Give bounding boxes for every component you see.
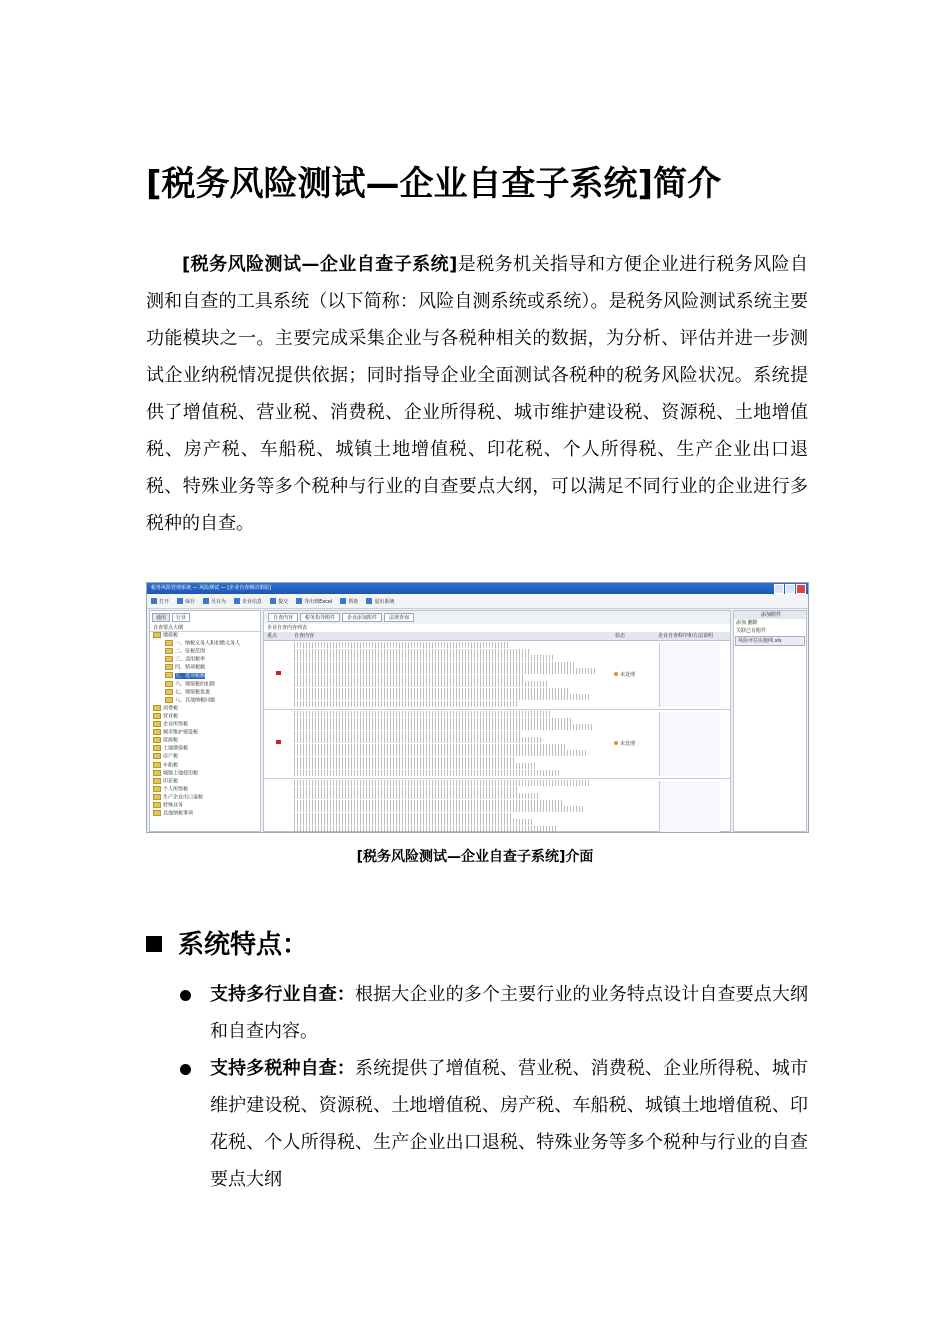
tree-item-label: 土地增值税 bbox=[163, 745, 189, 752]
folder-icon bbox=[165, 640, 173, 646]
tree-item[interactable] bbox=[153, 689, 260, 697]
tree-item-label: 城镇土地使用税 bbox=[163, 770, 199, 777]
tree-item-label: 车船税 bbox=[163, 762, 179, 768]
tree-item-label: 特殊业务 bbox=[163, 802, 184, 809]
window-title: 税务风险管理系统 — 风险测试 — [企业自查纲决策版] bbox=[151, 585, 272, 591]
tree-item[interactable] bbox=[153, 632, 260, 640]
tree-item[interactable] bbox=[153, 770, 260, 778]
toolbar-button[interactable] bbox=[270, 598, 288, 605]
folder-icon bbox=[153, 794, 161, 800]
folder-icon bbox=[153, 753, 161, 759]
row-status bbox=[614, 671, 635, 678]
tree-item[interactable] bbox=[153, 697, 260, 705]
folder-icon bbox=[153, 745, 161, 751]
row-content bbox=[294, 642, 602, 707]
close-icon[interactable] bbox=[796, 584, 806, 594]
content-panel bbox=[263, 610, 731, 832]
tree-item[interactable] bbox=[153, 745, 260, 753]
status-dot-icon bbox=[614, 672, 618, 676]
tree-item[interactable] bbox=[153, 713, 260, 721]
folder-icon bbox=[165, 656, 173, 662]
tree-item-label: 一、纳税义务人和扣缴义务人 bbox=[175, 640, 241, 647]
tree-item-label: 房产税 bbox=[163, 753, 179, 760]
tree-item[interactable] bbox=[153, 737, 260, 745]
app-body bbox=[147, 610, 808, 832]
attachment-file[interactable]: 风险评估实施网.xls bbox=[735, 636, 805, 646]
toolbar-button-label: 企业信息 bbox=[242, 598, 263, 605]
content-tab[interactable]: 自查内容 bbox=[268, 613, 298, 622]
folder-icon bbox=[153, 770, 161, 776]
folder-icon bbox=[153, 721, 161, 727]
feature-text: 系统提供了增值税、营业税、消费税、企业所得税、城市维护建设税、资源税、土地增值税、房产税、车船税、城镇土地增值税、印花税、个人所得税、生产企业出口退税、特殊业务等多个税种与行业的自查要点大纲 bbox=[210, 1058, 808, 1190]
tree-item-label: 营业税 bbox=[163, 713, 179, 720]
attachment-panel bbox=[733, 610, 807, 832]
grid-caption: 企业自查内容列表 bbox=[267, 625, 308, 631]
window-titlebar bbox=[147, 583, 808, 594]
folder-icon bbox=[153, 786, 161, 792]
tree-item[interactable] bbox=[153, 753, 260, 761]
table-row[interactable] bbox=[264, 779, 730, 833]
grid-col-method: 企业自查程序和方法说明 bbox=[658, 633, 714, 639]
tree-item-label: 四、销项税额 bbox=[175, 664, 206, 671]
tree-item[interactable] bbox=[153, 656, 260, 664]
tree-item-label: 城市维护建设税 bbox=[163, 729, 199, 736]
table-row[interactable] bbox=[264, 710, 730, 779]
tree-item-label: 印花税 bbox=[163, 778, 179, 785]
folder-icon bbox=[153, 729, 161, 735]
tree-item-label: 资源税 bbox=[163, 737, 179, 744]
folder-icon bbox=[153, 802, 161, 808]
table-row[interactable] bbox=[264, 641, 730, 710]
tree-item-label: 二、征税范围 bbox=[175, 648, 206, 655]
content-tabs bbox=[264, 611, 730, 624]
tree-header: 自查要点大纲 bbox=[150, 624, 260, 632]
tree-item[interactable] bbox=[153, 729, 260, 737]
tree-item[interactable] bbox=[153, 794, 260, 802]
tree-item-label: 三、适用税率 bbox=[175, 656, 206, 663]
outline-tab[interactable]: 通用 bbox=[152, 613, 170, 622]
tree-item[interactable] bbox=[153, 664, 260, 672]
tree-item[interactable] bbox=[153, 705, 260, 713]
feature-key: 支持多税种自查： bbox=[210, 1058, 355, 1079]
toolbar-button-label: 保存 bbox=[185, 598, 196, 605]
toolbar-icon bbox=[177, 598, 183, 604]
bullet-icon bbox=[180, 990, 191, 1001]
tree-item-label: 企业所得税 bbox=[163, 721, 189, 728]
status-dot-icon bbox=[614, 741, 618, 745]
row-method-field[interactable] bbox=[659, 643, 720, 707]
row-content bbox=[294, 711, 602, 776]
tree-item-label: 其他纳税事项 bbox=[163, 810, 194, 817]
tree-item[interactable] bbox=[153, 802, 260, 810]
grid-col-status: 状态 bbox=[615, 633, 626, 639]
flag-icon bbox=[276, 671, 281, 675]
toolbar-button[interactable] bbox=[177, 598, 195, 605]
feature-key: 支持多行业自查： bbox=[210, 984, 355, 1005]
content-tab[interactable]: 税务指导附件 bbox=[300, 613, 340, 622]
link-attachment-button[interactable]: 关联已有附件 bbox=[736, 628, 767, 634]
tree-item[interactable] bbox=[153, 648, 260, 656]
row-method-field[interactable] bbox=[659, 781, 720, 833]
row-status-label: 未处理 bbox=[620, 741, 636, 747]
folder-icon bbox=[165, 664, 173, 670]
tree-item[interactable] bbox=[153, 786, 260, 794]
row-status bbox=[614, 740, 635, 747]
toolbar-button[interactable] bbox=[296, 598, 332, 605]
toolbar-button[interactable] bbox=[151, 598, 169, 605]
toolbar-button[interactable] bbox=[203, 598, 226, 605]
tree-item[interactable] bbox=[153, 810, 260, 818]
toolbar-icon bbox=[234, 598, 240, 604]
folder-icon bbox=[153, 632, 161, 638]
tree-item-label: 个人所得税 bbox=[163, 786, 189, 793]
toolbar bbox=[147, 594, 808, 609]
feature-item bbox=[180, 976, 808, 1050]
toolbar-button-label: 提交 bbox=[278, 598, 289, 605]
folder-icon bbox=[165, 672, 173, 678]
toolbar-icon bbox=[340, 598, 346, 604]
window-controls bbox=[774, 584, 806, 594]
folder-icon bbox=[165, 689, 173, 695]
folder-icon bbox=[153, 810, 161, 816]
outline-tabs bbox=[150, 611, 260, 624]
tree-item[interactable] bbox=[153, 681, 260, 689]
screenshot-caption: [税务风险测试—企业自查子系统]介面 bbox=[356, 849, 594, 865]
grid-rows bbox=[264, 641, 730, 833]
tree-item-label: 增值税 bbox=[163, 632, 179, 639]
toolbar-button[interactable] bbox=[340, 598, 358, 605]
toolbar-icon bbox=[366, 598, 372, 604]
tree-item-label: 七、增值税优惠 bbox=[175, 689, 211, 696]
tree-item-label: 五、进项税额 bbox=[175, 672, 206, 679]
maximize-icon[interactable] bbox=[785, 584, 795, 594]
toolbar-icon bbox=[151, 598, 157, 604]
square-bullet-icon bbox=[146, 936, 162, 952]
page-title: [税务风险测试—企业自查子系统]简介 bbox=[146, 164, 722, 204]
folder-icon bbox=[153, 713, 161, 719]
intro-paragraph bbox=[146, 246, 808, 542]
folder-icon bbox=[165, 697, 173, 703]
folder-icon bbox=[153, 705, 161, 711]
section-heading bbox=[146, 924, 308, 961]
feature-list bbox=[180, 976, 808, 1198]
intro-lead: [税务风险测试—企业自查子系统] bbox=[182, 254, 458, 275]
toolbar-icon bbox=[296, 598, 302, 604]
grid-col-content: 自查内容 bbox=[294, 633, 315, 639]
tree-item-label: 六、增值税的扣除 bbox=[175, 681, 216, 688]
tree-item-label: 生产企业出口退税 bbox=[163, 794, 204, 801]
tree-item[interactable] bbox=[153, 640, 260, 648]
add-attachment-button[interactable]: 添加 bbox=[736, 620, 747, 626]
feature-item bbox=[180, 1050, 808, 1198]
tree-item-label: 八、其他纳税问题 bbox=[175, 697, 216, 704]
toolbar-icon bbox=[270, 598, 276, 604]
feature-text: 根据大企业的多个主要行业的业务特点设计自查要点大纲和自查内容。 bbox=[210, 984, 808, 1042]
flag-icon bbox=[276, 740, 281, 744]
row-content bbox=[294, 780, 602, 833]
toolbar-button-label: 另存为 bbox=[211, 598, 227, 605]
outline-tab[interactable]: 行业 bbox=[172, 613, 190, 622]
folder-icon bbox=[153, 737, 161, 743]
section-title: 系统特点： bbox=[178, 930, 309, 960]
toolbar-button-label: 退出系统 bbox=[374, 598, 395, 605]
outline-panel bbox=[149, 610, 261, 832]
tree-item[interactable] bbox=[153, 721, 260, 729]
grid-col-key: 重点 bbox=[267, 633, 278, 639]
delete-attachment-button[interactable]: 删除 bbox=[747, 620, 758, 626]
tree-item[interactable] bbox=[153, 778, 260, 786]
attachment-actions bbox=[734, 619, 806, 627]
outline-tree bbox=[150, 632, 260, 818]
content-tab[interactable]: 企业添加附件 bbox=[342, 613, 382, 622]
folder-icon bbox=[165, 681, 173, 687]
tree-item[interactable] bbox=[153, 762, 260, 770]
tree-item[interactable] bbox=[153, 672, 260, 680]
content-tab[interactable]: 法规查询 bbox=[384, 613, 414, 622]
toolbar-button-label: 导出到Excel bbox=[304, 598, 333, 605]
toolbar-button-label: 帮助 bbox=[348, 598, 359, 605]
toolbar-button[interactable] bbox=[234, 598, 262, 605]
row-status-label: 未处理 bbox=[620, 672, 636, 678]
toolbar-button-label: 打开 bbox=[159, 598, 170, 605]
grid-header bbox=[264, 632, 730, 641]
folder-icon bbox=[153, 778, 161, 784]
bullet-icon bbox=[180, 1064, 191, 1075]
toolbar-button[interactable] bbox=[366, 598, 394, 605]
folder-icon bbox=[153, 762, 161, 768]
row-method-field[interactable] bbox=[659, 712, 720, 776]
tree-item-label: 消费税 bbox=[163, 705, 179, 712]
folder-icon bbox=[165, 648, 173, 654]
minimize-icon[interactable] bbox=[774, 584, 784, 594]
attachments-header: 添加附件 bbox=[734, 611, 806, 619]
intro-body: 是税务机关指导和方便企业进行税务风险自测和自查的工具系统（以下简称：风险自测系统或系统）。是税务风险测试系统主要功能模块之一。主要完成采集企业与各税种相关的数据，为分析、评估并进一步测试企业纳税情况提供依据；同时指导企业全面测试各税种的税务风险状况。系统提供了增值税、营业税、消费税、企业所得税、城市维护建设税、资源税、土地增值税、房产税、车船税、城镇土地增值税、印花税、个人所得税、生产企业出口退税、特殊业务等多个税种与行业的自查要点大纲，可以满足不同行业的企业进行多税种的自查。 bbox=[146, 254, 808, 534]
toolbar-icon bbox=[203, 598, 209, 604]
app-screenshot bbox=[146, 582, 809, 833]
